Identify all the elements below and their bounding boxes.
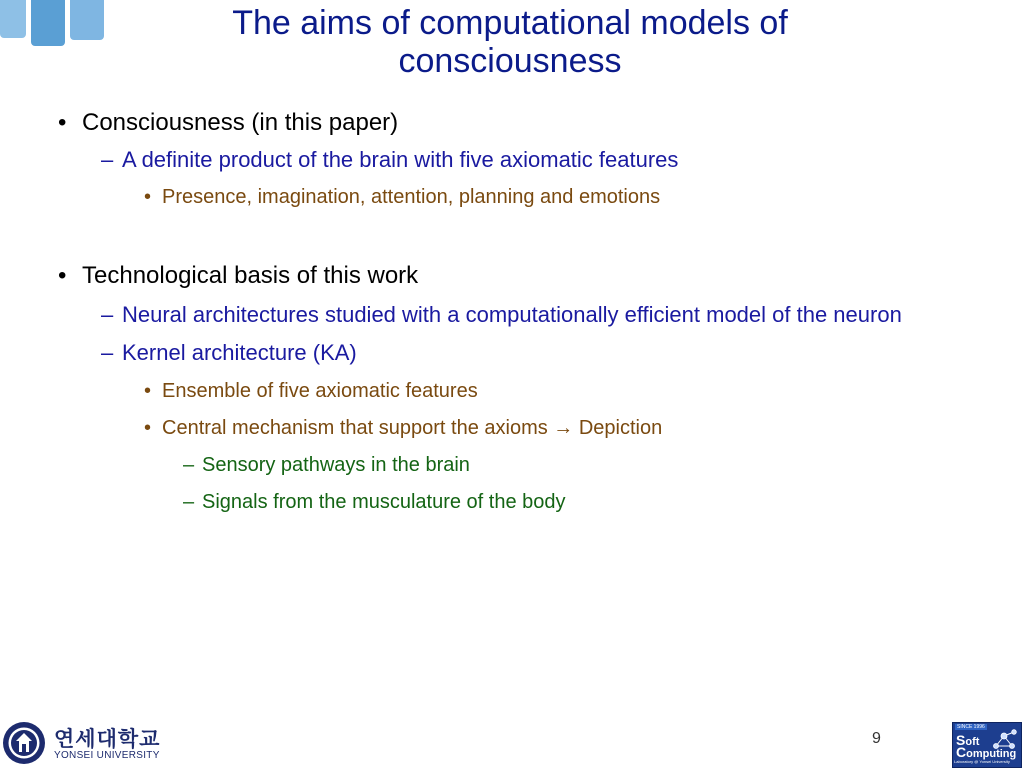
lab-name-line1: Soft: [956, 732, 980, 748]
university-name-english: YONSEI UNIVERSITY: [54, 750, 160, 761]
accent-bar: [0, 0, 26, 38]
network-graph-icon: [991, 727, 1019, 753]
bullet-text: Sensory pathways in the brain: [202, 454, 470, 476]
bullet-text: Kernel architecture (KA): [122, 340, 357, 365]
bullet-marker: •: [58, 262, 67, 289]
bullet-item: [56, 261, 956, 291]
lab-since: SINCE 1996: [957, 724, 985, 730]
yonsei-logo: [2, 721, 162, 765]
bullet-item: [142, 184, 956, 210]
accent-bar: [31, 0, 65, 46]
university-seal-icon: [2, 721, 46, 765]
bullet-text: Neural architectures studied with a computationally efficient model of the neuron: [122, 302, 902, 327]
bullet-marker: –: [101, 340, 114, 365]
bullet-text: A definite product of the brain with five axiomatic features: [122, 147, 679, 172]
bullet-text: Technological basis of this work: [82, 262, 419, 289]
bullet-text: Central mechanism that support the axioms → Depiction: [162, 417, 663, 439]
bullet-marker: –: [183, 454, 195, 476]
soft-computing-lab-logo: [952, 722, 1022, 768]
bullet-marker: –: [101, 302, 114, 327]
bullet-marker: •: [144, 417, 152, 439]
bullet-text: Presence, imagination, attention, planning and emotions: [162, 186, 661, 208]
bullet-marker: –: [101, 147, 114, 172]
bullet-text: Ensemble of five axiomatic features: [162, 380, 478, 402]
bullet-item: [183, 489, 956, 515]
bullet-marker: •: [144, 186, 152, 208]
bullet-marker: –: [183, 491, 195, 513]
bullet-text: Signals from the musculature of the body: [202, 491, 566, 513]
university-name-korean: 연세대학교: [54, 728, 161, 751]
bullet-item: [101, 145, 956, 175]
bullet-item: [142, 415, 956, 441]
bullet-item: [183, 452, 956, 478]
lab-caption: Laboratory @ Yonsei University: [954, 759, 1010, 764]
accent-bar: [70, 0, 104, 40]
slide-title: The aims of computational models of consciousness: [232, 4, 788, 80]
bullet-text: Consciousness (in this paper): [82, 109, 399, 136]
bullet-item: [101, 300, 956, 330]
bullet-item: [56, 108, 956, 138]
bullet-marker: •: [58, 109, 67, 136]
bullet-item: [101, 338, 956, 368]
page-number: 9: [872, 730, 881, 747]
lab-name-line2: Computing: [956, 744, 1017, 760]
bullet-list: [56, 108, 956, 515]
bullet-marker: •: [144, 380, 152, 402]
bullet-item: [142, 378, 956, 404]
